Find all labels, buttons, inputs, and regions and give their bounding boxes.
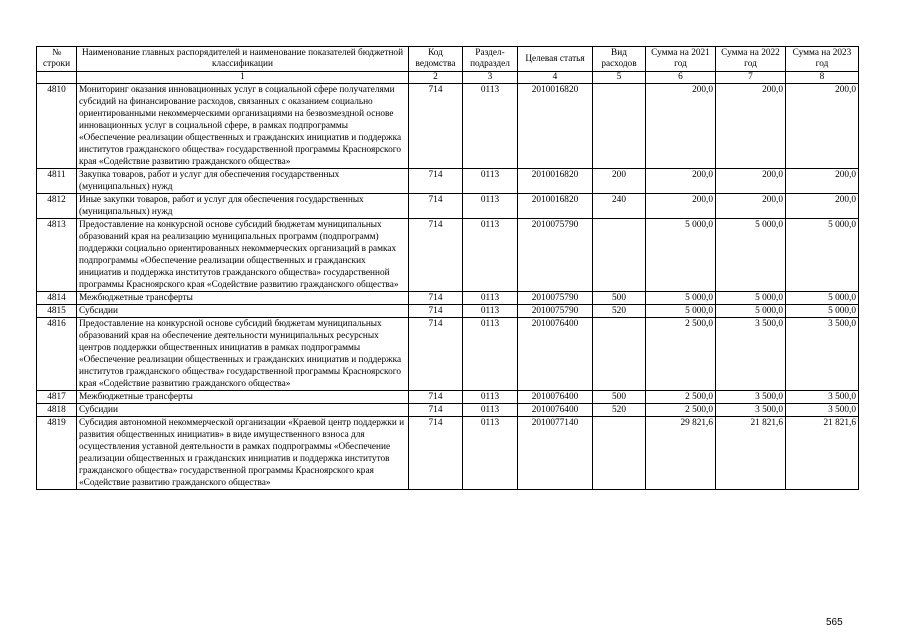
header-expense-type: Вид расходов <box>593 47 646 72</box>
header-sum-2023: Сумма на 2023 год <box>786 47 859 72</box>
row-target-item: 2010077140 <box>518 417 593 490</box>
row-sum-2021: 2 500,0 <box>646 318 716 391</box>
table-row <box>37 305 859 318</box>
row-target-item: 2010075790 <box>518 219 593 292</box>
row-expense-type <box>593 84 646 169</box>
row-sum-2022: 21 821,6 <box>716 417 786 490</box>
header-row <box>37 47 859 72</box>
row-name: Субсидия автономной некоммерческой организации «Краевой центр поддержки и развития общественных инициатив» в виде имущественного взноса для осуществления уставной деятельности в рамках подпрограммы «Обеспечение реализации общественных и гражданских инициатив и поддержка институтов гражданского общества» государственной программы Красноярского края «Содействие развитию гражданского общества» <box>77 417 409 490</box>
row-target-item: 2010016820 <box>518 169 593 194</box>
page-number: 565 <box>826 617 843 628</box>
column-number-row <box>37 72 859 84</box>
row-sum-2022: 5 000,0 <box>716 305 786 318</box>
row-target-item: 2010076400 <box>518 404 593 417</box>
budget-table <box>36 46 859 490</box>
row-expense-type: 240 <box>593 194 646 219</box>
column-number: 8 <box>786 72 859 84</box>
row-expense-type: 520 <box>593 404 646 417</box>
row-sum-2022: 3 500,0 <box>716 404 786 417</box>
table-row <box>37 194 859 219</box>
table-row <box>37 318 859 391</box>
table-row <box>37 391 859 404</box>
header-target-item: Целевая статья <box>518 47 593 72</box>
row-dept-code: 714 <box>409 417 463 490</box>
row-section: 0113 <box>463 84 518 169</box>
row-number: 4819 <box>37 417 77 490</box>
row-section: 0113 <box>463 391 518 404</box>
row-dept-code: 714 <box>409 305 463 318</box>
row-number: 4816 <box>37 318 77 391</box>
table-row <box>37 404 859 417</box>
row-dept-code: 714 <box>409 404 463 417</box>
row-number: 4817 <box>37 391 77 404</box>
row-number: 4814 <box>37 292 77 305</box>
row-sum-2023: 5 000,0 <box>786 305 859 318</box>
row-sum-2021: 29 821,6 <box>646 417 716 490</box>
row-target-item: 2010076400 <box>518 391 593 404</box>
row-expense-type <box>593 417 646 490</box>
row-number: 4813 <box>37 219 77 292</box>
row-sum-2021: 200,0 <box>646 84 716 169</box>
row-sum-2021: 2 500,0 <box>646 391 716 404</box>
row-dept-code: 714 <box>409 292 463 305</box>
row-sum-2022: 200,0 <box>716 169 786 194</box>
column-number: 2 <box>409 72 463 84</box>
row-sum-2023: 3 500,0 <box>786 318 859 391</box>
row-expense-type: 520 <box>593 305 646 318</box>
row-section: 0113 <box>463 305 518 318</box>
column-number: 5 <box>593 72 646 84</box>
row-section: 0113 <box>463 169 518 194</box>
row-expense-type: 500 <box>593 391 646 404</box>
row-number: 4815 <box>37 305 77 318</box>
header-section: Раздел-подраздел <box>463 47 518 72</box>
row-sum-2022: 3 500,0 <box>716 318 786 391</box>
row-expense-type: 200 <box>593 169 646 194</box>
row-dept-code: 714 <box>409 169 463 194</box>
row-sum-2021: 200,0 <box>646 194 716 219</box>
table-row <box>37 84 859 169</box>
row-section: 0113 <box>463 219 518 292</box>
column-number: 1 <box>77 72 409 84</box>
row-dept-code: 714 <box>409 194 463 219</box>
table-body <box>37 84 859 490</box>
table-row <box>37 219 859 292</box>
row-target-item: 2010016820 <box>518 194 593 219</box>
row-target-item: 2010076400 <box>518 318 593 391</box>
row-sum-2021: 5 000,0 <box>646 292 716 305</box>
table-row <box>37 417 859 490</box>
row-number: 4811 <box>37 169 77 194</box>
row-dept-code: 714 <box>409 318 463 391</box>
row-name: Иные закупки товаров, работ и услуг для обеспечения государственных (муниципальных) нужд <box>77 194 409 219</box>
row-sum-2022: 200,0 <box>716 194 786 219</box>
row-section: 0113 <box>463 404 518 417</box>
header-name: Наименование главных распорядителей и наименование показателей бюджетной классификации <box>77 47 409 72</box>
row-sum-2023: 3 500,0 <box>786 391 859 404</box>
row-name: Субсидии <box>77 305 409 318</box>
header-dept-code: Код ведомства <box>409 47 463 72</box>
header-sum-2022: Сумма на 2022 год <box>716 47 786 72</box>
column-number <box>37 72 77 84</box>
row-sum-2023: 21 821,6 <box>786 417 859 490</box>
row-name: Закупка товаров, работ и услуг для обеспечения государственных (муниципальных) нужд <box>77 169 409 194</box>
table-row <box>37 292 859 305</box>
row-name: Мониторинг оказания инновационных услуг в социальной сфере получателями субсидий на финансирование расходов, связанных с оказанием социально ориентированными некоммерческими организациями на безвозмездной основе инновационных услуг в социальной сфере, в рамках подпрограммы «Обеспечение реализации общественных и гражданских инициатив и поддержка институтов гражданского общества» государственной программы Красноярского края «Содействие развитию гражданского общества» <box>77 84 409 169</box>
row-sum-2022: 3 500,0 <box>716 391 786 404</box>
column-number: 4 <box>518 72 593 84</box>
row-target-item: 2010075790 <box>518 305 593 318</box>
table-row <box>37 169 859 194</box>
row-sum-2021: 200,0 <box>646 169 716 194</box>
row-expense-type <box>593 219 646 292</box>
row-name: Предоставление на конкурсной основе субсидий бюджетам муниципальных образований края на обеспечение деятельности муниципальных ресурсных центров поддержки общественных инициатив в рамках подпрограммы «Обеспечение реализации общественных и гражданских инициатив и поддержка институтов гражданского общества» государственной программы Красноярского края «Содействие развитию гражданского общества» <box>77 318 409 391</box>
row-target-item: 2010016820 <box>518 84 593 169</box>
row-section: 0113 <box>463 417 518 490</box>
row-dept-code: 714 <box>409 84 463 169</box>
row-sum-2023: 200,0 <box>786 194 859 219</box>
row-sum-2023: 3 500,0 <box>786 404 859 417</box>
row-section: 0113 <box>463 318 518 391</box>
header-row-number: № строки <box>37 47 77 72</box>
row-expense-type <box>593 318 646 391</box>
row-name: Межбюджетные трансферты <box>77 292 409 305</box>
row-name: Предоставление на конкурсной основе субсидий бюджетам муниципальных образований края на реализацию муниципальных программ (подпрограмм) поддержки социально ориентированных некоммерческих организаций в рамках подпрограммы «Обеспечение реализации общественных и гражданских инициатив и поддержка институтов гражданского общества» государственной программы Красноярского края «Содействие развитию гражданского общества» <box>77 219 409 292</box>
row-section: 0113 <box>463 194 518 219</box>
row-number: 4812 <box>37 194 77 219</box>
column-number: 6 <box>646 72 716 84</box>
row-target-item: 2010075790 <box>518 292 593 305</box>
row-dept-code: 714 <box>409 219 463 292</box>
row-section: 0113 <box>463 292 518 305</box>
row-sum-2021: 2 500,0 <box>646 404 716 417</box>
row-sum-2023: 5 000,0 <box>786 292 859 305</box>
header-sum-2021: Сумма на 2021 год <box>646 47 716 72</box>
row-sum-2022: 200,0 <box>716 84 786 169</box>
row-sum-2023: 200,0 <box>786 169 859 194</box>
row-sum-2021: 5 000,0 <box>646 305 716 318</box>
table-header <box>37 47 859 84</box>
row-name: Субсидии <box>77 404 409 417</box>
column-number: 3 <box>463 72 518 84</box>
row-sum-2023: 5 000,0 <box>786 219 859 292</box>
row-expense-type: 500 <box>593 292 646 305</box>
row-sum-2023: 200,0 <box>786 84 859 169</box>
row-number: 4818 <box>37 404 77 417</box>
row-sum-2022: 5 000,0 <box>716 219 786 292</box>
row-number: 4810 <box>37 84 77 169</box>
row-sum-2022: 5 000,0 <box>716 292 786 305</box>
row-name: Межбюджетные трансферты <box>77 391 409 404</box>
column-number: 7 <box>716 72 786 84</box>
row-dept-code: 714 <box>409 391 463 404</box>
row-sum-2021: 5 000,0 <box>646 219 716 292</box>
